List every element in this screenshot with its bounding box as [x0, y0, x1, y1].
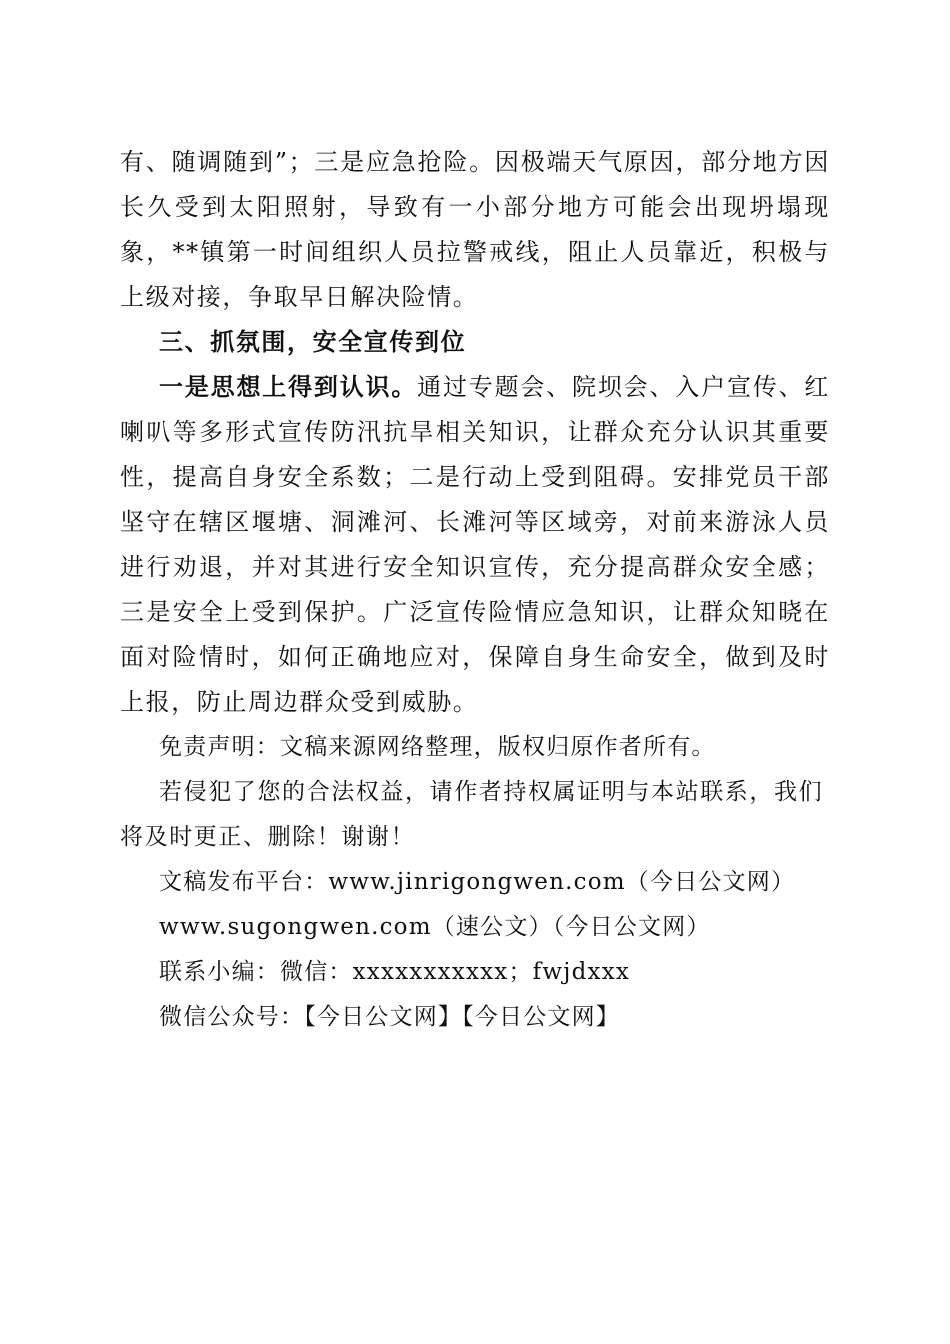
paragraph-body-text: 通过专题会、院坝会、入户宣传、红喇叭等多形式宣传防汛抗旱相关知识，让群众充分认识其重要性，提高自身安全系数；二是行动上受到阻碍。安排党员干部坚守在辖区堰塘、洞滩河、长滩河等区域旁，对前来游泳人员进行劝退，并对其进行安全知识宣传，充分提高群众安全感；三是安全上受到保护。广泛宣传险情应急知识，让群众知晓在面对险情时，如何正确地应对，保障自身生命安全，做到及时上报，防止周边群众受到威胁。 — [120, 373, 830, 716]
document-body — [120, 140, 830, 1040]
paragraph-emergency-rescue: 有、随调随到”；三是应急抢险。因极端天气原因，部分地方因长久受到太阳照射，导致有一小部分地方可能会出现坍塌现象，**镇第一时间组织人员拉警戒线，阻止人员靠近，积极与上级对接，争取早日解决险情。 — [120, 148, 830, 311]
site-line: www.sugongwen.com（速公文）（今日公文网） — [159, 914, 711, 940]
section-heading-3: 三、抓氛围，安全宣传到位 — [159, 328, 467, 356]
paragraph-publicity — [120, 365, 830, 725]
contact-line: 联系小编：微信：xxxxxxxxxxx；fwjdxxx — [159, 959, 631, 985]
disclaimer-line: 免责声明：文稿来源网络整理，版权归原作者所有。 — [159, 734, 716, 760]
paragraph-lead-text: 一是思想上得到认识。 — [159, 373, 418, 401]
publish-platform-line: 文稿发布平台：www.jinrigongwen.com（今日公文网） — [159, 869, 796, 895]
wechat-account-line: 微信公众号：【今日公文网】【今日公文网】 — [159, 1004, 620, 1030]
infringement-notice: 若侵犯了您的合法权益，请作者持权属证明与本站联系，我们将及时更正、删除！谢谢！ — [120, 779, 824, 850]
